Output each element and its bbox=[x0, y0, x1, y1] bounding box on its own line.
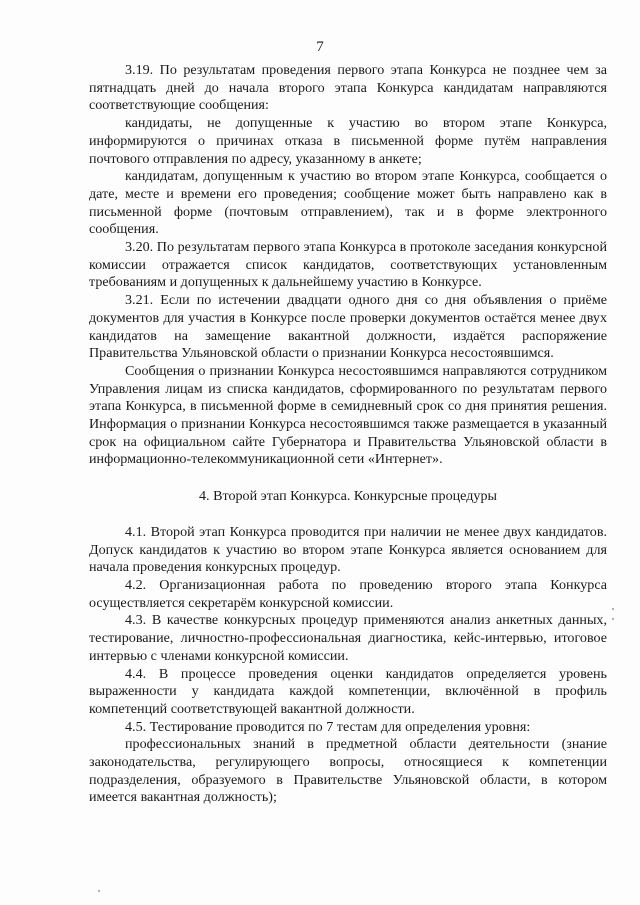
paragraph-professional-knowledge: профессиональных знаний в предметной области деятельности (знание законодательства, регулирующего вопросы, относящиеся к компетенции подразделения, образуемого в Правительстве Ульяновской области, в котором имеется вакантная должность); bbox=[89, 736, 607, 806]
paragraph-3-21: 3.21. Если по истечении двадцати одного дня со дня объявления о приёме документов для участия в Конкурсе после проверки документов остаётся менее двух кандидатов на замещение вакантной должности, издаётся распоряжение Правительства Ульяновской области о признании Конкурса несостоявшимся. bbox=[89, 292, 607, 362]
page-number: 7 bbox=[316, 39, 324, 55]
paragraph-4-5: 4.5. Тестирование проводится по 7 тестам для определения уровня: bbox=[125, 718, 531, 735]
paragraph-failed-notice: Сообщения о признании Конкурса несостоявшимся направляются сотрудником Управления лицам из списка кандидатов, сформированного по результатам первого этапа Конкурса, в письменной форме в семидневный срок со дня принятия решения. Информация о признании Конкурса несостоявшимся также размещается в указанный срок на официальном сайте Губернатора и Правительства Ульяновской области в информационно-телекоммуникационной сети «Интернет». bbox=[89, 362, 607, 468]
paragraph-4-2: 4.2. Организационная работа по проведению второго этапа Конкурса осуществляется секретарём конкурсной комиссии. bbox=[89, 576, 607, 611]
scan-speck bbox=[612, 618, 614, 620]
paragraph-4-1: 4.1. Второй этап Конкурса проводится при наличии не менее двух кандидатов. Допуск кандидатов к участию во втором этапе Конкурса является основанием для начала проведения конкурсных процедур. bbox=[89, 523, 607, 576]
paragraph-4-4: 4.4. В процессе проведения оценки кандидатов определяется уровень выраженности у кандидата каждой компетенции, включённой в профиль компетенций соответствующей вакантной должности. bbox=[89, 665, 607, 717]
section-heading: 4. Второй этап Конкурса. Конкурсные процедуры bbox=[198, 488, 497, 505]
scan-speck bbox=[612, 608, 614, 610]
paragraph-4-3: 4.3. В качестве конкурсных процедур применяются анализ анкетных данных, тестирование, личностно-профессиональная диагностика, кейс-интервью, итоговое интервью с членами конкурсной комиссии. bbox=[89, 612, 607, 664]
document-body bbox=[89, 62, 607, 807]
scan-speck bbox=[98, 890, 100, 892]
paragraph-3-20: 3.20. По результатам первого этапа Конкурса в протоколе заседания конкурсной комиссии отражается список кандидатов, соответствующих установленным требованиям и допущенных к дальнейшему участию в Конкурсе. bbox=[89, 239, 607, 291]
paragraph-3-19: 3.19. По результатам проведения первого этапа Конкурса не позднее чем за пятнадцать дней до начала второго этапа Конкурса кандидатам направляются соответствующие сообщения: bbox=[89, 62, 607, 114]
paragraph-not-admitted: кандидаты, не допущенные к участию во втором этапе Конкурса, информируются о причинах отказа в письменной форме путём направления почтового отправления по адресу, указанному в анкете; bbox=[89, 115, 607, 167]
paragraph-admitted: кандидатам, допущенным к участию во втором этапе Конкурса, сообщается о дате, месте и времени его проведения; сообщение может быть направлено как в письменной форме (почтовым отправлением), так и в форме электронного сообщения. bbox=[89, 168, 607, 238]
